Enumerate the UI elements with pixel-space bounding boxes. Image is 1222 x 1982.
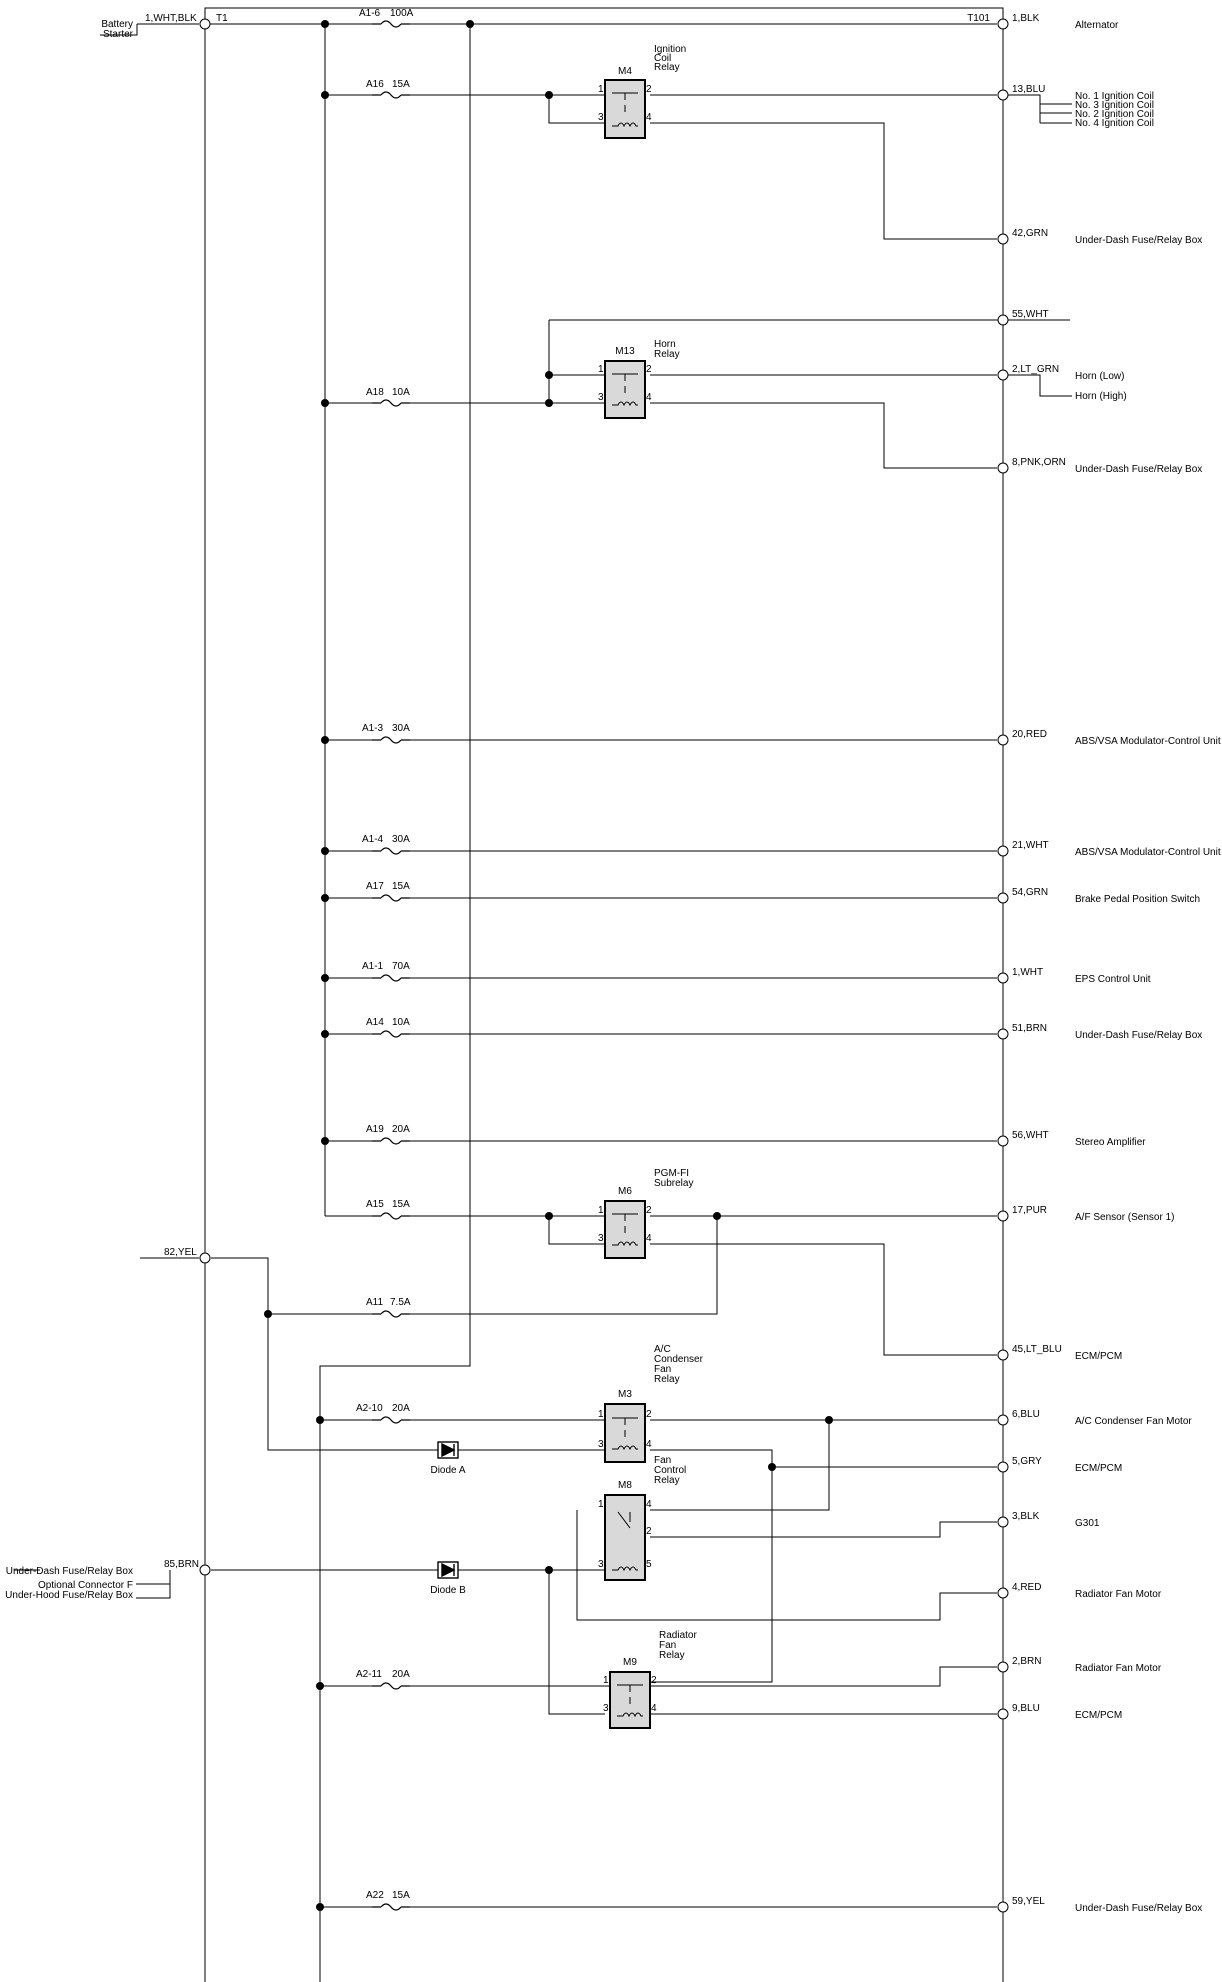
fuse-id: A15 (366, 1199, 384, 1210)
fuse-rating: 70A (392, 961, 410, 972)
right-wire-label: 3,BLK (1012, 1511, 1040, 1522)
right-dest-label: No. 2 Ignition Coil (1075, 109, 1154, 120)
right-dest-label: Radiator Fan Motor (1075, 1589, 1162, 1600)
relay-name: Relay (654, 349, 680, 360)
relay-name: Horn (654, 339, 676, 350)
right-dest-label: Under-Dash Fuse/Relay Box (1075, 1030, 1203, 1041)
right-dest-label: Radiator Fan Motor (1075, 1663, 1162, 1674)
relay-id: M6 (618, 1186, 632, 1197)
relay-pin: 2 (651, 1675, 657, 1686)
right-wire-label: 13,BLU (1012, 84, 1046, 95)
fuse-rating: 7.5A (390, 1297, 411, 1308)
relay-pin: 2 (646, 1409, 652, 1420)
relay-name: A/C (654, 1344, 671, 1355)
relay-id: M9 (623, 1657, 637, 1668)
right-dest-label: A/F Sensor (Sensor 1) (1075, 1212, 1175, 1223)
right-wire-label: 8,PNK,ORN (1012, 457, 1066, 468)
right-dest-label: ECM/PCM (1075, 1351, 1123, 1362)
relay-pin: 3 (603, 1703, 609, 1714)
right-dest-label: Under-Dash Fuse/Relay Box (1075, 464, 1203, 475)
fuse-id: A19 (366, 1124, 384, 1135)
fuse-id: A11 (366, 1297, 384, 1308)
fuse-id: A2-10 (356, 1403, 383, 1414)
right-dest-label: G301 (1075, 1518, 1100, 1529)
relay-name: Subrelay (654, 1178, 694, 1189)
diode-label: Diode B (430, 1585, 466, 1596)
relay-id: M13 (615, 346, 635, 357)
fuse-rating: 100A (390, 8, 414, 19)
right-dest-label: Brake Pedal Position Switch (1075, 894, 1201, 905)
right-dest-label: ABS/VSA Modulator-Control Unit (1075, 736, 1221, 747)
right-wire-label: 51,BRN (1012, 1023, 1048, 1034)
fuse-rating: 15A (392, 79, 410, 90)
relay-pin: 1 (598, 1499, 604, 1510)
relay-name: Relay (654, 62, 680, 73)
relay-pin: 4 (646, 1233, 652, 1244)
fuse-rating: 20A (392, 1124, 410, 1135)
fuse-id: A18 (366, 387, 384, 398)
relay-pin: 3 (598, 1233, 604, 1244)
relay-name: Control (654, 1465, 687, 1476)
right-connector-id: T101 (967, 13, 990, 24)
fuse-id: A1-4 (362, 834, 384, 845)
left-dest-label: Starter (102, 29, 133, 40)
right-wire-label: 5,GRY (1012, 1456, 1042, 1467)
left-dest-label: Under-Hood Fuse/Relay Box (5, 1590, 133, 1601)
relay-pin: 2 (646, 1205, 652, 1216)
relay-pin: 1 (598, 1409, 604, 1420)
right-wire-label: 1,WHT (1012, 967, 1044, 978)
right-wire-label: 42,GRN (1012, 228, 1049, 239)
right-dest-label: Horn (High) (1075, 391, 1127, 402)
right-wire-label: 55,WHT (1012, 309, 1049, 320)
left-wire-label: 82,YEL (164, 1247, 197, 1258)
relay-pin: 4 (646, 392, 652, 403)
fuse-rating: 15A (392, 1890, 410, 1901)
right-wire-label: 21,WHT (1012, 840, 1049, 851)
relay-name: Coil (654, 53, 672, 64)
wiring-lines (14, 8, 1072, 1982)
relay-pin: 1 (598, 1205, 604, 1216)
right-wire-label: 2,LT_GRN (1012, 364, 1060, 375)
right-dest-label: Stereo Amplifier (1075, 1137, 1146, 1148)
fuse-id: A2-11 (356, 1669, 382, 1680)
relay-name: Ignition (654, 44, 687, 55)
right-wire-label: 45,LT_BLU (1012, 1344, 1062, 1355)
relay-name: PGM-FI (654, 1168, 689, 1179)
relay-id: M8 (618, 1480, 632, 1491)
fuse-rating: 10A (392, 387, 410, 398)
fuse-id: A17 (366, 881, 384, 892)
relay-pin: 3 (598, 392, 604, 403)
fuse-id: A22 (366, 1890, 384, 1901)
right-dest-label: ECM/PCM (1075, 1463, 1123, 1474)
right-wire-label: 54,GRN (1012, 887, 1049, 898)
relay-pin: 3 (598, 1559, 604, 1570)
fuse-rating: 20A (392, 1669, 410, 1680)
relay-pin: 2 (646, 1526, 652, 1537)
fuse-rating: 10A (392, 1017, 410, 1028)
right-wire-label: 1,BLK (1012, 13, 1040, 24)
right-dest-label: No. 3 Ignition Coil (1075, 100, 1154, 111)
relay-name: Fan (659, 1640, 677, 1651)
relay-pin: 4 (646, 1499, 652, 1510)
right-dest-label: Under-Dash Fuse/Relay Box (1075, 1903, 1203, 1914)
relay-pin: 1 (598, 84, 604, 95)
relay-pin: 3 (598, 1439, 604, 1450)
right-wire-label: 56,WHT (1012, 1130, 1049, 1141)
fuse-rating: 30A (392, 723, 410, 734)
right-dest-label: No. 4 Ignition Coil (1075, 118, 1154, 129)
diode-symbols (438, 1442, 458, 1578)
right-wire-label: 59,YEL (1012, 1896, 1045, 1907)
left-dest-label: Optional Connector F (37, 1580, 133, 1591)
relay-name: Condenser (654, 1354, 703, 1365)
left-wire-label: 1,WHT,BLK (145, 13, 197, 24)
diode-label: Diode A (430, 1465, 466, 1476)
relay-pin: 3 (598, 112, 604, 123)
right-dest-label: EPS Control Unit (1075, 974, 1151, 985)
connector-terminals (200, 19, 1008, 1912)
relay-pin: 1 (603, 1675, 609, 1686)
relay-pin: 4 (651, 1703, 657, 1714)
relay-pin: 5 (646, 1559, 652, 1570)
right-wire-label: 4,RED (1012, 1582, 1042, 1593)
relay-pin: 2 (646, 84, 652, 95)
fuse-rating: 20A (392, 1403, 410, 1414)
relay-name: Fan (654, 1364, 672, 1375)
relay-pin: 4 (646, 1439, 652, 1450)
fuse-rating: 15A (392, 1199, 410, 1210)
right-wire-label: 9,BLU (1012, 1703, 1040, 1714)
right-dest-label: ABS/VSA Modulator-Control Unit (1075, 847, 1221, 858)
relay-name: Relay (654, 1374, 680, 1385)
fuse-rating: 15A (392, 881, 410, 892)
relay-name: Radiator (659, 1630, 697, 1641)
relay-pin: 2 (646, 364, 652, 375)
right-wire-label: 17,PUR (1012, 1205, 1048, 1216)
right-dest-label: ECM/PCM (1075, 1710, 1123, 1721)
fuse-id: A14 (366, 1017, 384, 1028)
fuse-id: A16 (366, 79, 384, 90)
relay-pin: 4 (646, 112, 652, 123)
fuse-rating: 30A (392, 834, 410, 845)
right-wire-label: 6,BLU (1012, 1409, 1040, 1420)
right-dest-label: Alternator (1075, 20, 1119, 31)
diagram-labels (5, 8, 1221, 1914)
right-dest-label: Under-Dash Fuse/Relay Box (1075, 235, 1203, 246)
fuse-id: A1-3 (362, 723, 384, 734)
right-dest-label: Horn (Low) (1075, 371, 1125, 382)
right-wire-label: 20,RED (1012, 729, 1048, 740)
fuse-id: A1-6 (359, 8, 381, 19)
relay-name: Fan (654, 1455, 672, 1466)
right-dest-label: A/C Condenser Fan Motor (1075, 1416, 1192, 1427)
right-wire-label: 2,BRN (1012, 1656, 1042, 1667)
left-connector-id: T1 (216, 13, 228, 24)
relay-id: M3 (618, 1389, 632, 1400)
relay-pin: 1 (598, 364, 604, 375)
relay-name: Relay (654, 1475, 680, 1486)
relay-id: M4 (618, 66, 632, 77)
relay-name: Relay (659, 1650, 685, 1661)
fuse-id: A1-1 (362, 961, 384, 972)
left-dest-label: Under-Dash Fuse/Relay Box (5, 1566, 133, 1577)
left-wire-label: 85,BRN (164, 1559, 200, 1570)
left-dest-label: Battery (101, 19, 133, 30)
right-dest-label: No. 1 Ignition Coil (1075, 91, 1154, 102)
